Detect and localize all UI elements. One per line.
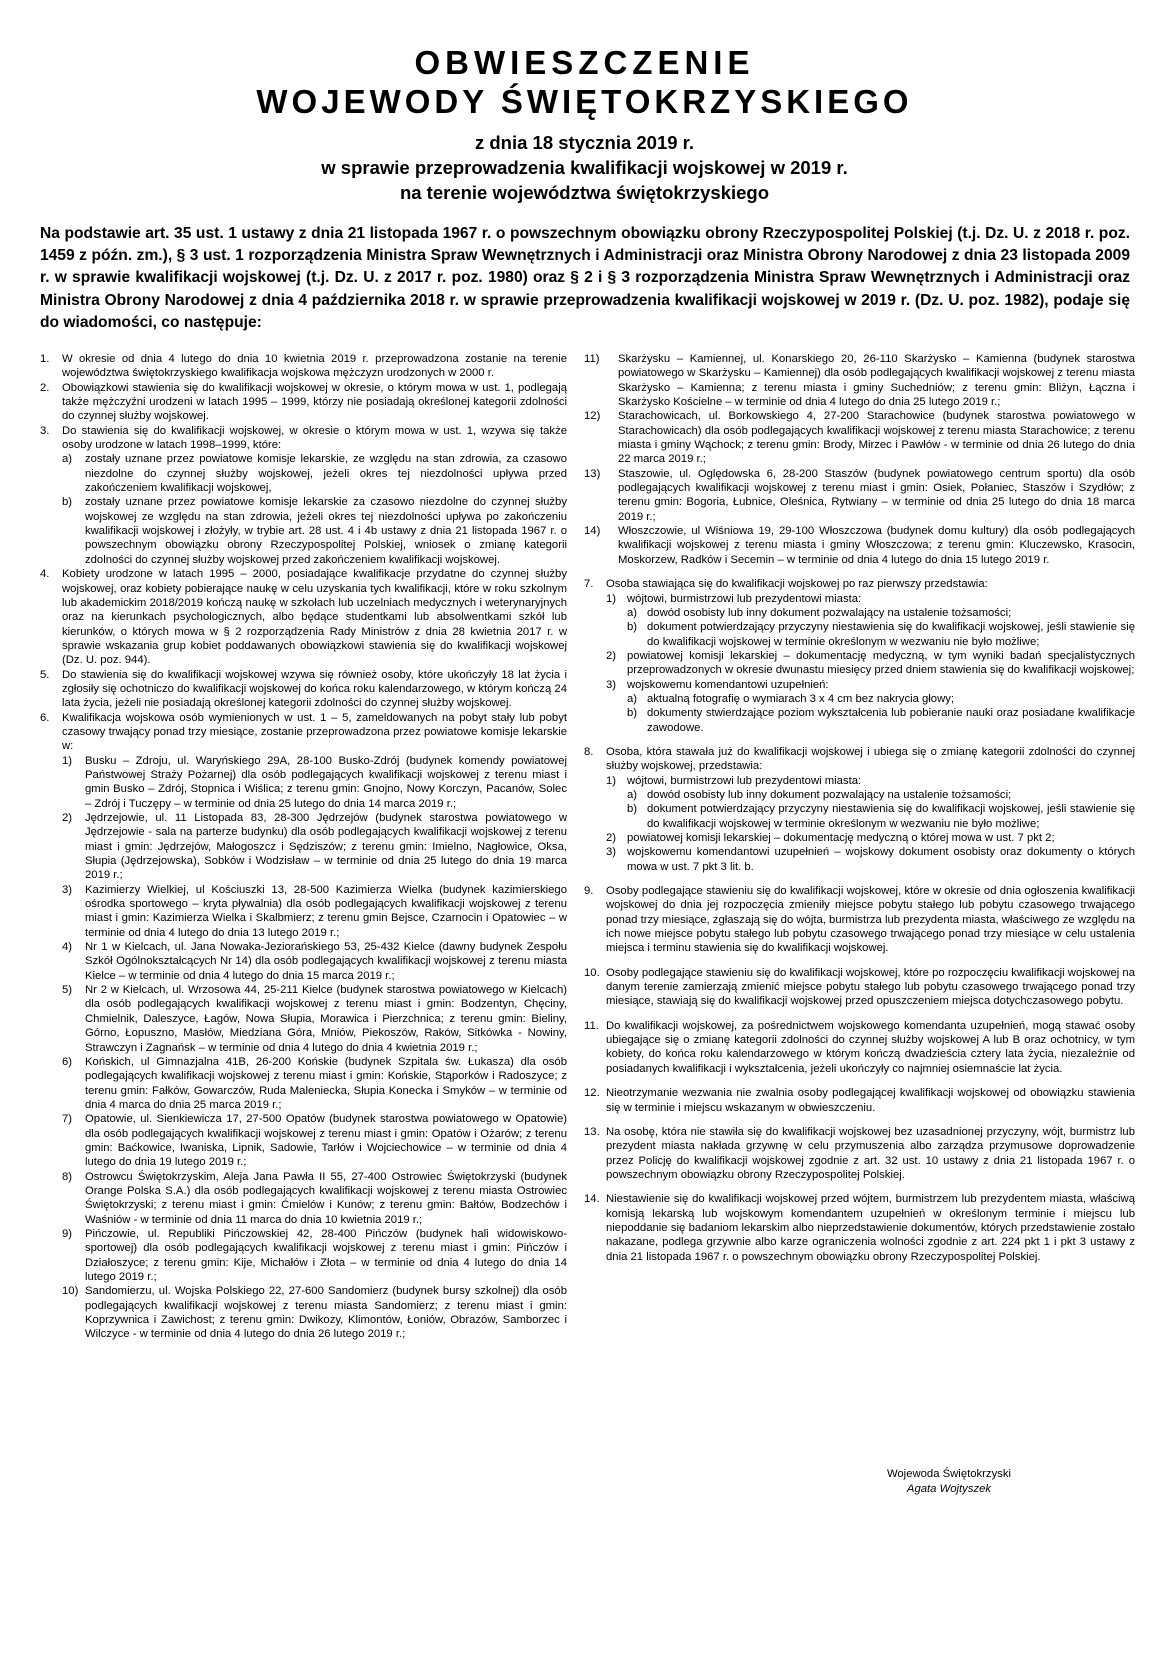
paragraph-1: 1. W okresie od dnia 4 lutego do dnia 10 kwietnia 2019 r. przeprowadzona zostanie na terenie województwa świętokrzyskiego kwalifikacja wojskowa mężczyzn urodzonych w 2000 r.	[40, 353, 567, 380]
paragraph-8-1-a: a) dowód osobisty lub inny dokument pozwalający na ustalenie tożsamości;	[627, 788, 1012, 801]
signature-block	[884, 1467, 1014, 1496]
commission-1: 1) Busku – Zdroju, ul. Waryńskiego 29A, 28-100 Busko-Zdrój (budynek komendy powiatowej Państwowej Straży Pożarnej) dla osób podlegających kwalifikacji wojskowej z terenu miast i gmin Busko – Zdrój, Stopnica i Wiślica; z terenu gmin: Gnojno, Nowy Korczyn, Pacanów, Solec – Zdrój i Tuczępy – w terminie od dnia 25 lutego do dnia 14 marca 2019 r.;	[62, 754, 567, 810]
paragraph-8-2: 2) powiatowej komisji lekarskiej – dokumentację medyczną o której mowa w ust. 7 pkt 2;	[606, 832, 1055, 844]
commission-10: 10) Sandomierzu, ul. Wojska Polskiego 22, 27-600 Sandomierz (budynek bursy szkolnej) dla osób podlegających kwalifikacji wojskowej z terenu miasta Sandomierz; z terenu miast i gmin: Koprzywnica i Zawichost; z terenu gmin: Dwikozy, Klimontów, Łoniów, Obrazów, Samborzec i Wilczyce - w terminie od dnia 4 lutego do dnia 26 lutego 2019 r.;	[62, 1285, 567, 1341]
paragraph-7: 7. Osoba stawiająca się do kwalifikacji wojskowej po raz pierwszy przedstawia: 1) wójtowi, burmistrzowi lub prezydentowi miasta: a) dowód osobisty lub inny dokument pozwalający na ustalenie tożsamości; b) dokument potwierdzający przyczyny niestawienia się do kwalifikacji wojskowej, jeśli stawienie się do kwalifikacji wojskowej w terminie określonym w wezwaniu nie było możliwe; 2) powiatowej komisji lekarskiej – dokumentację medyczną, w tym wyniki badań specjalistycznych przeprowadzonych w okresie dwunastu miesięcy przed dniem stawienia się do kwalifikacji wojskowej; 3) wojskowemu komendantowi uzupełnień: a) aktualną fotografię o wymiarach 3 x 4 cm bez nakrycia głowy; b) dokumenty stwierdzające poziom wykształcenia lub pobieranie nauki oraz posiadane kwalifikacje zawodowe.	[584, 578, 1135, 734]
paragraph-8-3: 3) wojskowemu komendantowi uzupełnień – wojskowy dokument osobisty oraz dokumenty o których mowa w ust. 7 pkt 3 lit. b.	[606, 846, 1135, 873]
left-column	[40, 352, 567, 1342]
paragraph-5: 5. Do stawienia się do kwalifikacji wojskowej wzywa się również osoby, które ukończyły 18 lat życia i zgłosiły się ochotniczo do kwalifikacji wojskowej do końca roku kalendarzowego, w którym kończą 24 lata życia, jeżeli nie posiadają określonej kategorii zdolności do czynnej służby wojskowej.	[40, 668, 567, 710]
commission-2: 2) Jędrzejowie, ul. 11 Listopada 83, 28-300 Jędrzejów (budynek starostwa powiatowego w Jędrzejowie - sala na parterze budynku) dla osób podlegających kwalifikacji wojskowej z terenu miast i gmin: Jędrzejów, Małogoszcz i Sędziszów; z terenu gmin: Imielno, Nagłowice, Oksa, Słupia (Jędrzejowska), Sobków i Wodzisław – w terminie od dnia 25 lutego do dnia 19 marca 2019 r.;	[62, 812, 567, 882]
commission-12: 12) Starachowicach, ul. Borkowskiego 4, 27-200 Starachowice (budynek starostwa powiatowego w Starachowicach) dla osób podlegających kwalifikacji wojskowej z terenu miasta Starachowice; z terenu miasta i gminy Wąchock; z terenu gmin: Brody, Mirzec i Pawłów - w terminie od dnia 26 lutego do dnia 22 marca 2019 r.;	[584, 410, 1135, 466]
paragraph-3-b: b) zostały uznane przez powiatowe komisje lekarskie za czasowo niezdolne do czynnej służby wojskowej ze względu na stan zdrowia, jeżeli okres tej niezdolności upływa po zakończeniu kwalifikacji wojskowej i złożyły, w trybie art. 28 ust. 4 i 4b ustawy z dnia 21 listopada 1967 r. o powszechnym obowiązku obrony Rzeczypospolitej Polskiej, wniosek o zmianę kategorii zdolności do czynnej służby wojskowej przed zakończeniem kwalifikacji wojskowej.	[62, 496, 567, 566]
paragraph-8-1-b: b) dokument potwierdzający przyczyny niestawienia się do kwalifikacji wojskowej, jeśli stawienie się do kwalifikacji wojskowej w terminie określonym w wezwaniu nie było możliwe;	[627, 803, 1135, 830]
signatory-role: Wojewoda Świętokrzyski	[886, 1468, 1012, 1480]
commission-13: 13) Staszowie, ul. Oględowska 6, 28-200 Staszów (budynek powiatowego centrum sportu) dla osób podlegających kwalifikacji wojskowej z terenu miast i gmin: Osiek, Połaniec, Staszów i Szydłów; z terenu gmin: Bogoria, Łubnice, Oleśnica, Rytwiany – w terminie od dnia 25 lutego do dnia 18 marca 2019 r.;	[584, 467, 1135, 523]
paragraph-11: 11. Do kwalifikacji wojskowej, za pośrednictwem wojskowego komendanta uzupełnień, mogą stawać osoby ubiegające się o zmianę kategorii zdolności do czynnej służby wojskowej A lub B oraz ochotnicy, w tym kobiety, do końca roku kalendarzowego w którym kończą dwadzieścia cztery lata życia, niezależnie od posiadanych kwalifikacji i wykształcenia, jeżeli ukończyły co najmniej osiemnaście lat życia.	[584, 1019, 1135, 1075]
legal-basis-paragraph: Na podstawie art. 35 ust. 1 ustawy z dnia 21 listopada 1967 r. o powszechnym obowiązku obrony Rzeczypospolitej Polskiej (t.j. Dz. U. z 2018 r. poz. 1459 z późn. zm.), § 3 ust. 1 rozporządzenia Ministra Spraw Wewnętrznych i Administracji oraz Ministra Obrony Narodowej z dnia 23 listopada 2009 r. w sprawie kwalifikacji wojskowej (t.j. Dz. U. z 2017 r. poz. 1980) oraz § 2 i § 3 rozporządzenia Ministra Spraw Wewnętrznych i Administracji oraz Ministra Obrony Narodowej z dnia 4 października 2018 r. w sprawie przeprowadzenia kwalifikacji wojskowej w 2019 r. (Dz. U. poz. 1982), podaje się do wiadomości, co następuje:	[40, 225, 1130, 331]
paragraph-7-1: 1) wójtowi, burmistrzowi lub prezydentowi miasta: a) dowód osobisty lub inny dokument pozwalający na ustalenie tożsamości; b) dokument potwierdzający przyczyny niestawienia się do kwalifikacji wojskowej, jeśli stawienie się do kwalifikacji wojskowej w terminie określonym w wezwaniu nie było możliwe;	[606, 592, 1135, 648]
paragraph-7-1-b: b) dokument potwierdzający przyczyny niestawienia się do kwalifikacji wojskowej, jeśli stawienie się do kwalifikacji wojskowej w terminie określonym w wezwaniu nie było możliwe;	[627, 621, 1135, 648]
paragraph-6: 6. Kwalifikacja wojskowa osób wymienionych w ust. 1 – 5, zameldowanych na pobyt stały lub pobyt czasowy trwający ponad trzy miesiące, zostanie przeprowadzona przez powiatowe komisje lekarskie w: 1) Busku – Zdroju, ul. Waryńskiego 29A, 28-100 Busko-Zdrój (budynek komendy powiatowej Państwowej Straży Pożarnej) dla osób podlegających kwalifikacji wojskowej z terenu miast i gmin Busko – Zdrój, Stopnica i Wiślica; z terenu gmin: Gnojno, Nowy Korczyn, Pacanów, Solec – Zdrój i Tuczępy – w terminie od dnia 25 lutego do dnia 14 marca 2019 r.; 2) Jędrzejowie, ul. 11 Listopada 83, 28-300 Jędrzejów (budynek starostwa powiatowego w Jędrzejowie - sala na parterze budynku) dla osób podlegających kwalifikacji wojskowej z terenu miast i gmin: Jędrzejów, Małogoszcz i Sędziszów; z terenu gmin: Imielno, Nagłowice, Oksa, Słupia (Jędrzejowska), Sobków i Wodzisław – w terminie od dnia 25 lutego do dnia 19 marca 2019 r.; 3) Kazimierzy Wielkiej, ul Kościuszki 13, 28-500 Kazimierza Wielka (budynek kazimierskiego ośrodka sportowego – kryta pływalnia) dla osób podlegających kwalifikacji wojskowej z terenu miast i gmin: Kazimierza Wielka i Skalbmierz; z terenu gmin Bejsce, Czarnocin i Opatowiec – w terminie od dnia 4 lutego do dnia 13 lutego 2019 r.; 4) Nr 1 w Kielcach, ul. Jana Nowaka-Jeziorańskiego 53, 25-432 Kielce (dawny budynek Zespołu Szkół Ogólnokształcących Nr 14) dla osób podlegających kwalifikacji wojskowej z terenu miasta Kielce – w terminie od dnia 4 lutego do dnia 15 marca 2019 r.; 5) Nr 2 w Kielcach, ul. Wrzosowa 44, 25-211 Kielce (budynek starostwa powiatowego w Kielcach) dla osób podlegających kwalifikacji wojskowej z terenu miast i gmin: Bodzentyn, Chęciny, Chmielnik, Daleszyce, Łagów, Nowa Słupia, Morawica i Pierzchnica; z terenu gmin: Bieliny, Górno, Łopuszno, Masłów, Miedziana Góra, Mniów, Piekoszów, Raków, Sitkówka - Nowiny, Strawczyn i Zagnańsk – w terminie od dnia 4 lutego do dnia 4 kwietnia 2019 r.; 6) Końskich, ul Gimnazjalna 41B, 26-200 Końskie (budynek Szpitala św. Łukasza) dla osób podlegających kwalifikacji wojskowej z terenu miast i gmin: Końskie, Stąporków i Radoszyce; z terenu gmin: Fałków, Gowarczów, Ruda Maleniecka, Słupia Konecka i Smyków – w terminie od dnia 4 marca do dnia 25 marca 2019 r.; 7) Opatowie, ul. Sienkiewicza 17, 27-500 Opatów (budynek starostwa powiatowego w Opatowie) dla osób podlegających kwalifikacji wojskowej z terenu miast i gmin: Opatów i Ożarów; z terenu gmin: Baćkowice, Iwaniska, Lipnik, Sadowie, Tarłów i Wojciechowice – w terminie od dnia 4 lutego do dnia 19 lutego 2019 r.; 8) Ostrowcu Świętokrzyskim, Aleja Jana Pawła II 55, 27-400 Ostrowiec Świętokrzyski (budynek Orange Polska S.A.) dla osób podlegających kwalifikacji wojskowej z terenu miasta Ostrowiec Świętokrzyski; z terenu miast i gmin: Ćmielów i Kunów; z terenu gmin: Bałtów, Bodzechów i Waśniów - w terminie od dnia 11 marca do dnia 10 kwietnia 2019 r.; 9) Pińczowie, ul. Republiki Pińczowskiej 42, 28-400 Pińczów (budynek hali widowiskowo-sportowej) dla osób podlegających kwalifikacji wojskowej z terenu miast i gmin: Pińczów i Działoszyce; z terenu gmin: Kije, Michałów i Złota – w terminie od dnia 4 lutego do dnia 14 lutego 2019 r.; 10) Sandomierzu, ul. Wojska Polskiego 22, 27-600 Sandomierz (budynek bursy szkolnej) dla osób podlegających kwalifikacji wojskowej z terenu miasta Sandomierz; z terenu miast i gmin: Koprzywnica i Zawichost; z terenu gmin: Dwikozy, Klimontów, Łoniów, Obrazów, Samborzec i Wilczyce - w terminie od dnia 4 lutego do dnia 26 lutego 2019 r.;	[40, 711, 567, 1341]
paragraph-8: 8. Osoba, która stawała już do kwalifikacji wojskowej i ubiega się o zmianę kategorii zdolności do czynnej służby wojskowej, przedstawia: 1) wójtowi, burmistrzowi lub prezydentowi miasta: a) dowód osobisty lub inny dokument pozwalający na ustalenie tożsamości; b) dokument potwierdzający przyczyny niestawienia się do kwalifikacji wojskowej, jeśli stawienie się do kwalifikacji wojskowej w terminie określonym w wezwaniu nie było możliwe; 2) powiatowej komisji lekarskiej – dokumentację medyczną o której mowa w ust. 7 pkt 2; 3) wojskowemu komendantowi uzupełnień – wojskowy dokument osobisty oraz dokumenty o których mowa w ust. 7 pkt 3 lit. b.	[584, 745, 1135, 873]
commission-14: 14) Włoszczowie, ul Wiśniowa 19, 29-100 Włoszczowa (budynek domu kultury) dla osób podlegających kwalifikacji wojskowej z terenu miasta i gminy Włoszczowa; z terenu gmin: Kluczewsko, Krasocin, Moskorzew, Radków i Secemin – w terminie od dnia 4 lutego do dnia 15 lutego 2019 r.	[584, 525, 1135, 566]
commission-8: 8) Ostrowcu Świętokrzyskim, Aleja Jana Pawła II 55, 27-400 Ostrowiec Świętokrzyski (budynek Orange Polska S.A.) dla osób podlegających kwalifikacji wojskowej z terenu miasta Ostrowiec Świętokrzyski; z terenu miast i gmin: Ćmielów i Kunów; z terenu gmin: Bałtów, Bodzechów i Waśniów - w terminie od dnia 11 marca do dnia 10 kwietnia 2019 r.;	[62, 1170, 567, 1226]
commission-4: 4) Nr 1 w Kielcach, ul. Jana Nowaka-Jeziorańskiego 53, 25-432 Kielce (dawny budynek Zespołu Szkół Ogólnokształcących Nr 14) dla osób podlegających kwalifikacji wojskowej z terenu miasta Kielce – w terminie od dnia 4 lutego do dnia 15 marca 2019 r.;	[62, 941, 567, 982]
paragraph-7-2: 2) powiatowej komisji lekarskiej – dokumentację medyczną, w tym wyniki badań specjalistycznych przeprowadzonych w okresie dwunastu miesięcy przed dniem stawienia się do kwalifikacji wojskowej;	[606, 649, 1135, 677]
document-title-issuer: WOJEWODY ŚWIĘTOKRZYSKIEGO	[256, 83, 913, 120]
commission-5: 5) Nr 2 w Kielcach, ul. Wrzosowa 44, 25-211 Kielce (budynek starostwa powiatowego w Kielcach) dla osób podlegających kwalifikacji wojskowej z terenu miast i gmin: Bodzentyn, Chęciny, Chmielnik, Daleszyce, Łagów, Nowa Słupia, Morawica i Pierzchnica; z terenu gmin: Bieliny, Górno, Łopuszno, Masłów, Miedziana Góra, Mniów, Piekoszów, Raków, Sitkówka - Nowiny, Strawczyn i Zagnańsk – w terminie od dnia 4 lutego do dnia 4 kwietnia 2019 r.;	[62, 984, 567, 1054]
paragraph-8-1: 1) wójtowi, burmistrzowi lub prezydentowi miasta: a) dowód osobisty lub inny dokument pozwalający na ustalenie tożsamości; b) dokument potwierdzający przyczyny niestawienia się do kwalifikacji wojskowej, jeśli stawienie się do kwalifikacji wojskowej w terminie określonym w wezwaniu nie było możliwe;	[606, 774, 1135, 830]
right-column	[584, 352, 1135, 1264]
document-date: z dnia 18 stycznia 2019 r.	[474, 132, 695, 153]
paragraph-10: 10. Osoby podlegające stawieniu się do kwalifikacji wojskowej, które po rozpoczęciu kwalifikacji wojskowej na danym terenie zamierzają zmienić miejsce pobytu stałego lub pobytu czasowego trwającego ponad trzy miesiące, stawiają się do kwalifikacji wojskowej przed opuszczeniem miejsca dotychczasowego pobytu.	[584, 966, 1135, 1008]
paragraph-2: 2. Obowiązkowi stawienia się do kwalifikacji wojskowej w okresie, o którym mowa w ust. 1, podlegają także mężczyźni urodzeni w latach 1995 – 1999, którzy nie posiadają określonej kategorii zdolności do czynnej służby wojskowej.	[40, 381, 567, 423]
paragraph-14: 14. Niestawienie się do kwalifikacji wojskowej przed wójtem, burmistrzem lub prezydentem miasta, właściwą komisją lekarską lub wojskowym komendantem uzupełnień w określonym terminie i miejscu lub niepoddanie się badaniom lekarskim albo nieprzedstawienie dokumentów, których przedstawienie zostało nakazane, podlega grzywnie albo karze ograniczenia wolności zgodnie z art. 224 pkt 1 i pkt 3 ustawy z dnia 21 listopada 1967 r. o powszechnym obowiązku obrony Rzeczypospolitej Polskiej.	[584, 1193, 1135, 1263]
document-subtitle	[0, 130, 1169, 205]
commission-11: 11) Skarżysku – Kamiennej, ul. Konarskiego 20, 26-110 Skarżysko – Kamienna (budynek starostwa powiatowego w Skarżysku – Kamiennej) dla osób podlegających kwalifikacji wojskowej z terenu miasta Skarżysko – Kamienna; z terenu miasta i gminy Suchedniów; z terenu gmin: Bliżyn, Łączna i Skarżysko Kościelne – w terminie od dnia 4 lutego do dnia 25 lutego 2019 r.;	[584, 353, 1135, 409]
paragraph-3: 3. Do stawienia się do kwalifikacji wojskowej, w okresie o którym mowa w ust. 1, wzywa się także osoby urodzone w latach 1998–1999, które: a) zostały uznane przez powiatowe komisje lekarskie, ze względu na stan zdrowia, za czasowo niezdolne do czynnej służby wojskowej, jeżeli okres tej niezdolności upływa przed zakończeniem kwalifikacji wojskowej, b) zostały uznane przez powiatowe komisje lekarskie za czasowo niezdolne do czynnej służby wojskowej ze względu na stan zdrowia, jeżeli okres tej niezdolności upływa po zakończeniu kwalifikacji wojskowej i złożyły, w trybie art. 28 ust. 4 i 4b ustawy z dnia 21 listopada 1967 r. o powszechnym obowiązku obrony Rzeczypospolitej Polskiej, wniosek o zmianę kategorii zdolności do czynnej służby wojskowej przed zakończeniem kwalifikacji wojskowej.	[40, 424, 567, 566]
commission-7: 7) Opatowie, ul. Sienkiewicza 17, 27-500 Opatów (budynek starostwa powiatowego w Opatowie) dla osób podlegających kwalifikacji wojskowej z terenu miast i gmin: Opatów i Ożarów; z terenu gmin: Baćkowice, Iwaniska, Lipnik, Sadowie, Tarłów i Wojciechowice – w terminie od dnia 4 lutego do dnia 19 lutego 2019 r.;	[62, 1113, 567, 1169]
signatory-name: Agata Wojtyszek	[906, 1482, 992, 1495]
paragraph-7-1-a: a) dowód osobisty lub inny dokument pozwalający na ustalenie tożsamości;	[627, 606, 1012, 619]
paragraph-7-3: 3) wojskowemu komendantowi uzupełnień: a) aktualną fotografię o wymiarach 3 x 4 cm bez nakrycia głowy; b) dokumenty stwierdzające poziom wykształcenia lub pobieranie nauki oraz posiadane kwalifikacje zawodowe.	[606, 678, 1135, 734]
document-title: OBWIESZCZENIE	[414, 44, 755, 81]
paragraph-13: 13. Na osobę, która nie stawiła się do kwalifikacji wojskowej bez uzasadnionej przyczyny, wójt, burmistrz lub prezydent miasta nakłada grzywnę w celu przymuszenia albo zarządza przymusowe doprowadzenie przez Policję do kwalifikacji wojskowej zgodnie z art. 32 ust. 10 ustawy z dnia 21 listopada 1967 r. o powszechnym obowiązku obrony Rzeczypospolitej Polskiej.	[584, 1125, 1135, 1181]
paragraph-3-a: a) zostały uznane przez powiatowe komisje lekarskie, ze względu na stan zdrowia, za czasowo niezdolne do czynnej służby wojskowej, jeżeli okres tej niezdolności upływa przed zakończeniem kwalifikacji wojskowej,	[62, 453, 567, 495]
paragraph-7-3-a: a) aktualną fotografię o wymiarach 3 x 4 cm bez nakrycia głowy;	[627, 692, 955, 705]
commission-9: 9) Pińczowie, ul. Republiki Pińczowskiej 42, 28-400 Pińczów (budynek hali widowiskowo-sportowej) dla osób podlegających kwalifikacji wojskowej z terenu miast i gmin: Pińczów i Działoszyce; z terenu gmin: Kije, Michałów i Złota – w terminie od dnia 4 lutego do dnia 14 lutego 2019 r.;	[62, 1227, 567, 1283]
paragraph-9: 9. Osoby podlegające stawieniu się do kwalifikacji wojskowej, które w okresie od dnia ogłoszenia kwalifikacji wojskowej do dnia jej rozpoczęcia zmieniły miejsce pobytu stałego lub pobytu czasowego trwającego ponad trzy miesiące, zgłaszają się do wójta, burmistrza lub prezydenta miasta, właściwego ze względu na ich nowe miejsce pobytu stałego lub pobytu czasowego trwającego ponad trzy miesiące w celu ustalenia miejsca i terminu stawienia się do kwalifikacji wojskowej.	[584, 885, 1135, 955]
paragraph-4: 4. Kobiety urodzone w latach 1995 – 2000, posiadające kwalifikacje przydatne do czynnej służby wojskowej, oraz kobiety pobierające naukę w celu uzyskania tych kwalifikacji, które w roku szkolnym lub akademickim 2018/2019 kończą naukę w szkołach lub uczelniach medycznych i weterynaryjnych oraz na kierunkach psychologicznych, albo będące studentkami lub absolwentkami szkół lub kierunków, o których mowa w § 2 rozporządzenia Rady Ministrów z dnia 28 kwietnia 2017 r. w sprawie wskazania grup kobiet poddawanych obowiązkowi stawienia się do kwalifikacji wojskowej (Dz. U. poz. 944).	[40, 568, 567, 667]
commission-3: 3) Kazimierzy Wielkiej, ul Kościuszki 13, 28-500 Kazimierza Wielka (budynek kazimierskiego ośrodka sportowego – kryta pływalnia) dla osób podlegających kwalifikacji wojskowej z terenu miast i gmin: Kazimierza Wielka i Skalbmierz; z terenu gmin Bejsce, Czarnocin i Opatowiec – w terminie od dnia 4 lutego do dnia 13 lutego 2019 r.;	[62, 883, 567, 939]
paragraph-7-3-b: b) dokumenty stwierdzające poziom wykształcenia lub pobieranie nauki oraz posiadane kwalifikacje zawodowe.	[627, 707, 1135, 734]
commission-6: 6) Końskich, ul Gimnazjalna 41B, 26-200 Końskie (budynek Szpitala św. Łukasza) dla osób podlegających kwalifikacji wojskowej z terenu miast i gmin: Końskie, Stąporków i Radoszyce; z terenu gmin: Fałków, Gowarczów, Ruda Maleniecka, Słupia Konecka i Smyków – w terminie od dnia 4 marca do dnia 25 marca 2019 r.;	[62, 1055, 567, 1111]
paragraph-12: 12. Nieotrzymanie wezwania nie zwalnia osoby podlegającej kwalifikacji wojskowej od obowiązku stawienia się w terminie i miejscu wskazanym w obwieszczeniu.	[584, 1087, 1135, 1114]
document-subject: w sprawie przeprowadzenia kwalifikacji wojskowej w 2019 r.	[321, 157, 848, 178]
document-region: na terenie województwa świętokrzyskiego	[399, 182, 770, 203]
